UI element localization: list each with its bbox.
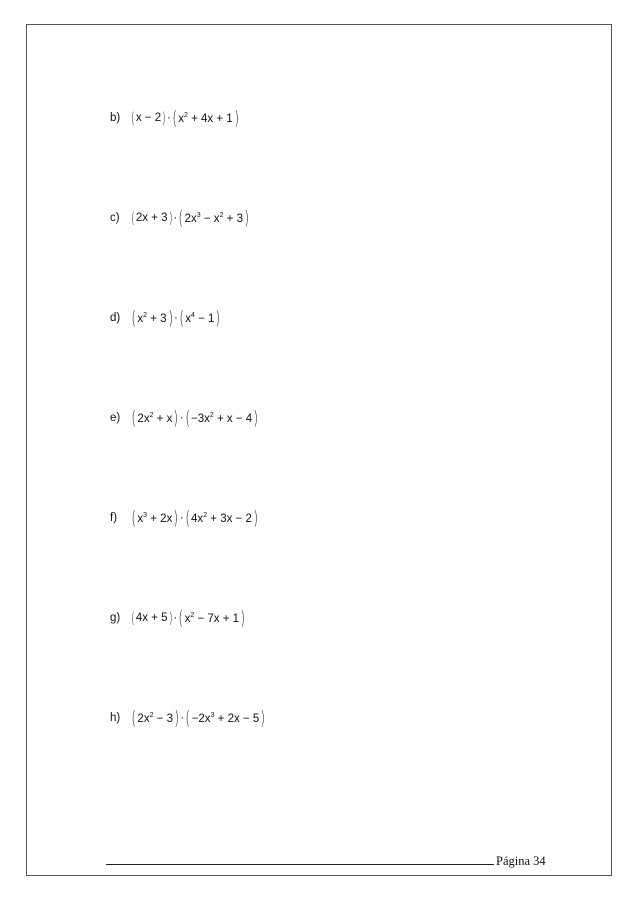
exercise-expression <box>130 206 250 229</box>
page-border <box>26 24 612 876</box>
exercise-expression <box>130 506 259 529</box>
right-factor: $x^4 - 1$ <box>185 311 215 325</box>
close-paren: ) <box>168 306 173 329</box>
exercise-label: b) <box>110 112 121 124</box>
left-factor: $2x^2 - 3$ <box>137 711 173 725</box>
close-paren: ) <box>173 506 179 529</box>
exercise-expression <box>130 306 222 329</box>
exercise-item <box>110 506 259 530</box>
exercise-label: e) <box>110 412 121 424</box>
close-paren: ) <box>240 606 245 629</box>
close-paren: ) <box>253 406 259 429</box>
close-paren: ) <box>260 706 266 729</box>
open-paren: ( <box>185 406 190 429</box>
open-paren: ( <box>131 108 135 127</box>
close-paren: ) <box>215 306 221 329</box>
multiply-dot: · <box>173 612 178 624</box>
multiply-dot: · <box>174 312 178 324</box>
close-paren: ) <box>162 108 166 127</box>
right-factor: $x^2 - 7x + 1$ <box>184 611 240 625</box>
close-paren: ) <box>244 206 249 229</box>
open-paren: ( <box>179 306 184 329</box>
exercise-label: f) <box>110 512 118 524</box>
close-paren: ) <box>173 406 179 429</box>
exercise-item <box>110 606 246 630</box>
multiply-dot: · <box>179 412 184 424</box>
exercise-expression <box>130 106 240 129</box>
multiply-dot: · <box>166 112 171 124</box>
close-paren: ) <box>174 706 179 729</box>
exercise-expression <box>130 606 246 629</box>
exercise-item <box>110 306 222 330</box>
exercise-label: g) <box>110 612 121 624</box>
left-factor: x − 2 <box>135 112 162 124</box>
open-paren: ( <box>178 206 184 229</box>
right-factor: $x^2 + 4x + 1$ <box>178 111 233 125</box>
open-paren: ( <box>185 506 190 529</box>
open-paren: ( <box>172 106 177 129</box>
exercise-item <box>110 706 267 730</box>
open-paren: ( <box>131 706 136 729</box>
footer-rule <box>106 852 494 865</box>
open-paren: ( <box>131 506 136 529</box>
open-paren: ( <box>131 406 136 429</box>
right-factor: $2x^3 - x^2 + 3$ <box>184 211 243 225</box>
close-paren: ) <box>253 506 258 529</box>
page-footer <box>106 852 546 869</box>
left-factor: $x^2 + 3$ <box>137 311 167 325</box>
exercise-item <box>110 406 260 430</box>
multiply-dot: · <box>173 212 178 224</box>
multiply-dot: · <box>179 512 184 524</box>
open-paren: ( <box>131 306 136 329</box>
exercise-expression <box>130 706 267 729</box>
exercise-item <box>110 206 250 230</box>
right-factor: $-2x^3 + 2x - 5$ <box>191 711 260 725</box>
left-factor: $2x^2 + x$ <box>137 411 173 425</box>
open-paren: ( <box>131 208 135 227</box>
exercise-label: h) <box>110 712 121 724</box>
page-number: Página 34 <box>496 854 546 868</box>
right-factor: $4x^2 + 3x - 2$ <box>191 511 252 525</box>
left-factor: 4x + 5 <box>135 612 168 624</box>
open-paren: ( <box>131 608 135 627</box>
close-paren: ) <box>168 208 173 227</box>
close-paren: ) <box>168 608 173 627</box>
left-factor: $x^3 + 2x$ <box>137 511 173 525</box>
exercise-label: d) <box>110 312 121 324</box>
exercise-label: c) <box>110 212 120 224</box>
open-paren: ( <box>185 706 191 729</box>
close-paren: ) <box>234 106 239 129</box>
open-paren: ( <box>178 606 184 629</box>
left-factor: 2x + 3 <box>135 212 168 224</box>
exercise-item <box>110 106 240 130</box>
right-factor: $-3x^2 + x - 4$ <box>191 411 253 425</box>
exercise-expression <box>130 406 260 429</box>
multiply-dot: · <box>180 712 185 724</box>
